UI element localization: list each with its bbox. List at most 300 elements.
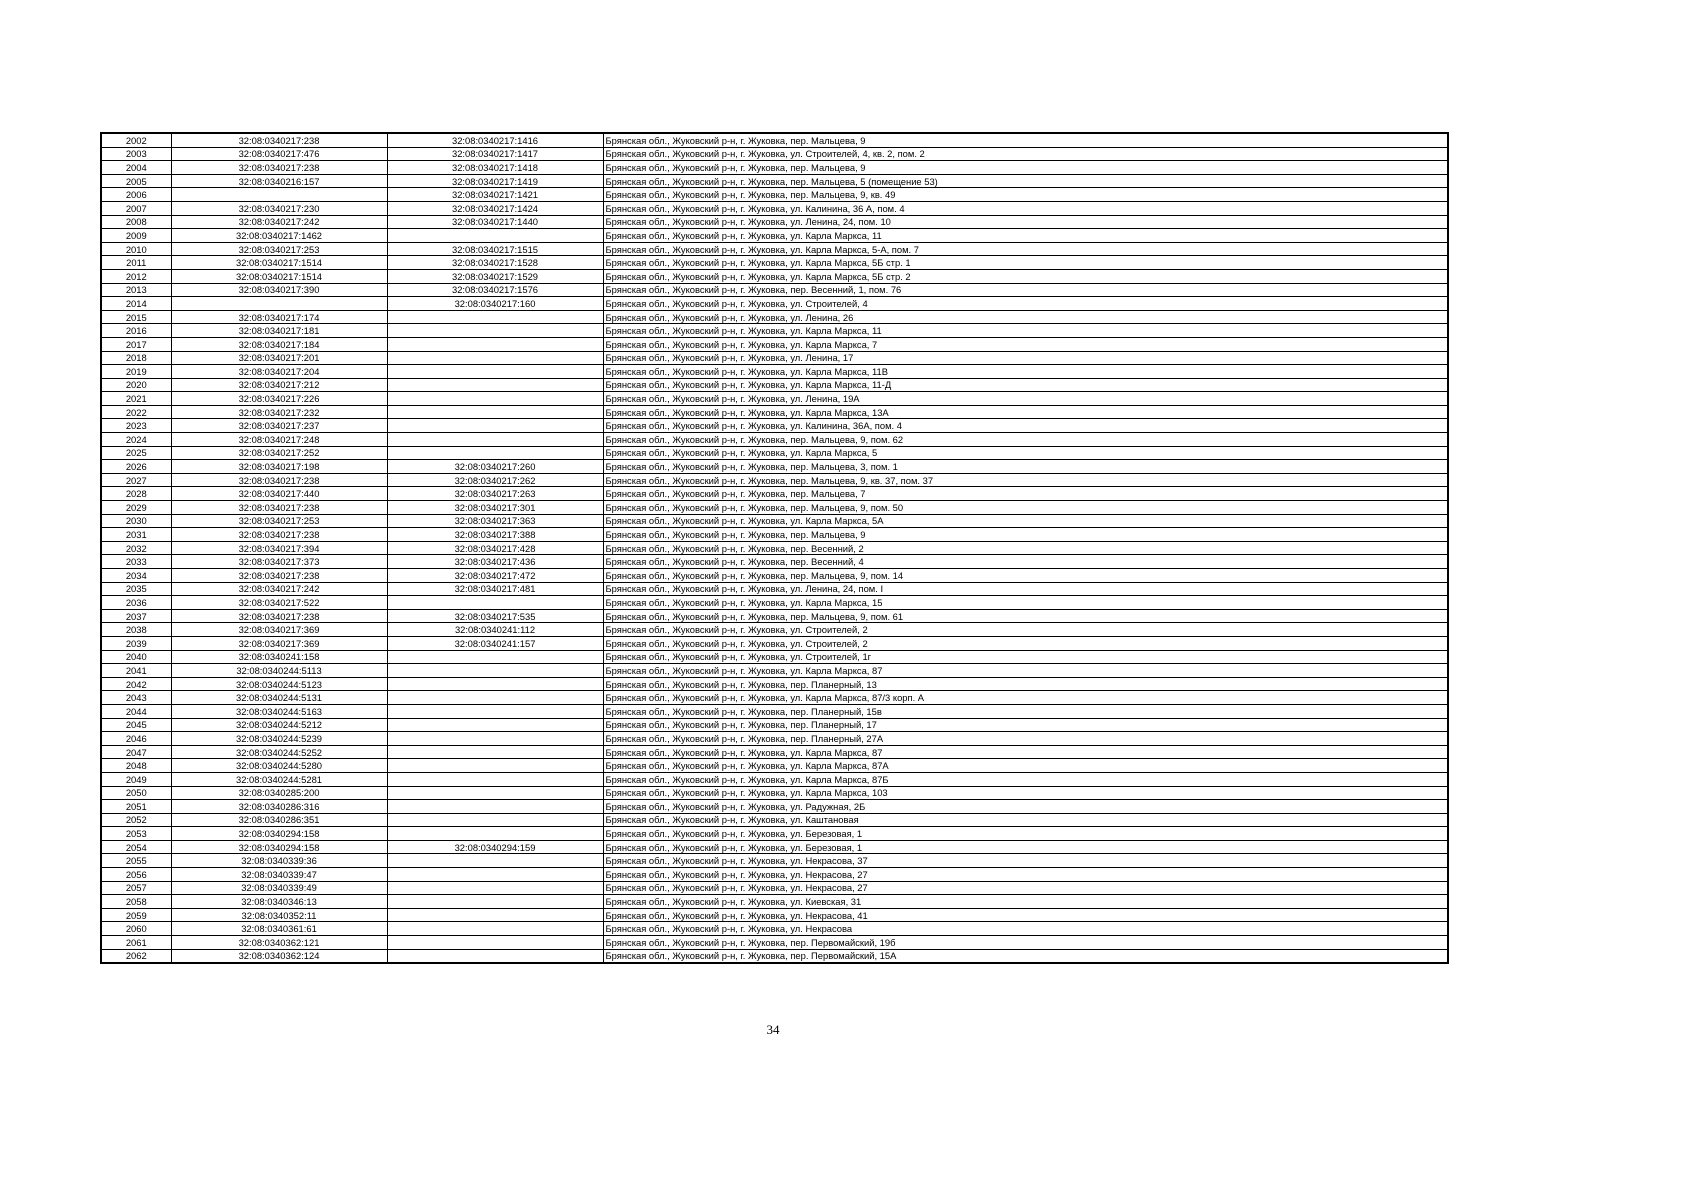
address-cell: Брянская обл., Жуковский р-н, г. Жуковка, ул. Карла Маркса, 7	[603, 337, 1448, 351]
address-cell: Брянская обл., Жуковский р-н, г. Жуковка, ул. Строителей, 2	[603, 636, 1448, 650]
cadastral-number-cell: 32:08:0340217:181	[171, 324, 387, 338]
row-number-cell: 2026	[101, 460, 171, 474]
object-cadastral-number-cell: 32:08:0340241:112	[387, 623, 603, 637]
cadastral-number-cell: 32:08:0340241:158	[171, 650, 387, 664]
row-number-cell: 2010	[101, 242, 171, 256]
address-cell: Брянская обл., Жуковский р-н, г. Жуковка, ул. Ленина, 24, пом. 10	[603, 215, 1448, 229]
table-row	[101, 840, 1448, 854]
address-cell: Брянская обл., Жуковский р-н, г. Жуковка, ул. Ленина, 26	[603, 310, 1448, 324]
object-cadastral-number-cell	[387, 772, 603, 786]
object-cadastral-number-cell	[387, 813, 603, 827]
row-number-cell: 2048	[101, 759, 171, 773]
object-cadastral-number-cell: 32:08:0340217:481	[387, 582, 603, 596]
address-cell: Брянская обл., Жуковский р-н, г. Жуковка, ул. Строителей, 4	[603, 297, 1448, 311]
address-cell: Брянская обл., Жуковский р-н, г. Жуковка, ул. Строителей, 1г	[603, 650, 1448, 664]
object-cadastral-number-cell: 32:08:0340217:260	[387, 460, 603, 474]
cadastral-number-cell: 32:08:0340244:5281	[171, 772, 387, 786]
address-cell: Брянская обл., Жуковский р-н, г. Жуковка, пер. Мальцева, 9, пом. 14	[603, 569, 1448, 583]
object-cadastral-number-cell: 32:08:0340217:363	[387, 514, 603, 528]
object-cadastral-number-cell	[387, 365, 603, 379]
page-number: 34	[766, 1022, 780, 1037]
row-number-cell: 2051	[101, 800, 171, 814]
table-row	[101, 704, 1448, 718]
cadastral-number-cell: 32:08:0340217:1462	[171, 229, 387, 243]
row-number-cell: 2056	[101, 868, 171, 882]
cadastral-number-cell: 32:08:0340217:522	[171, 596, 387, 610]
registry-table	[100, 132, 1449, 964]
cadastral-number-cell: 32:08:0340362:124	[171, 949, 387, 963]
object-cadastral-number-cell	[387, 324, 603, 338]
cadastral-number-cell: 32:08:0340217:238	[171, 528, 387, 542]
table-row	[101, 501, 1448, 515]
row-number-cell: 2047	[101, 745, 171, 759]
row-number-cell: 2042	[101, 677, 171, 691]
object-cadastral-number-cell	[387, 650, 603, 664]
object-cadastral-number-cell: 32:08:0340217:1421	[387, 188, 603, 202]
cadastral-number-cell: 32:08:0340294:158	[171, 827, 387, 841]
address-cell: Брянская обл., Жуковский р-н, г. Жуковка, ул. Карла Маркса, 11	[603, 324, 1448, 338]
cadastral-number-cell: 32:08:0340217:238	[171, 501, 387, 515]
address-cell: Брянская обл., Жуковский р-н, г. Жуковка, пер. Мальцева, 9, кв. 49	[603, 188, 1448, 202]
row-number-cell: 2019	[101, 365, 171, 379]
address-cell: Брянская обл., Жуковский р-н, г. Жуковка, ул. Карла Маркса, 87/3 корп. А	[603, 691, 1448, 705]
address-cell: Брянская обл., Жуковский р-н, г. Жуковка, пер. Весенний, 1, пом. 76	[603, 283, 1448, 297]
table-row	[101, 256, 1448, 270]
cadastral-number-cell: 32:08:0340217:201	[171, 351, 387, 365]
cadastral-number-cell: 32:08:0340285:200	[171, 786, 387, 800]
object-cadastral-number-cell: 32:08:0340217:1424	[387, 201, 603, 215]
address-cell: Брянская обл., Жуковский р-н, г. Жуковка, ул. Некрасова	[603, 922, 1448, 936]
row-number-cell: 2039	[101, 636, 171, 650]
cadastral-number-cell: 32:08:0340244:5113	[171, 664, 387, 678]
cadastral-number-cell: 32:08:0340217:237	[171, 419, 387, 433]
object-cadastral-number-cell: 32:08:0340217:263	[387, 487, 603, 501]
object-cadastral-number-cell	[387, 691, 603, 705]
row-number-cell: 2033	[101, 555, 171, 569]
table-row	[101, 541, 1448, 555]
cadastral-number-cell: 32:08:0340361:61	[171, 922, 387, 936]
cadastral-number-cell: 32:08:0340217:369	[171, 623, 387, 637]
address-cell: Брянская обл., Жуковский р-н, г. Жуковка, ул. Карла Маркса, 87	[603, 745, 1448, 759]
object-cadastral-number-cell	[387, 868, 603, 882]
row-number-cell: 2003	[101, 147, 171, 161]
row-number-cell: 2037	[101, 609, 171, 623]
table-row	[101, 881, 1448, 895]
table-row	[101, 691, 1448, 705]
address-cell: Брянская обл., Жуковский р-н, г. Жуковка, пер. Мальцева, 9, пом. 62	[603, 433, 1448, 447]
row-number-cell: 2053	[101, 827, 171, 841]
row-number-cell: 2018	[101, 351, 171, 365]
object-cadastral-number-cell: 32:08:0340217:1528	[387, 256, 603, 270]
cadastral-number-cell: 32:08:0340244:5239	[171, 732, 387, 746]
row-number-cell: 2041	[101, 664, 171, 678]
cadastral-number-cell: 32:08:0340339:49	[171, 881, 387, 895]
row-number-cell: 2024	[101, 433, 171, 447]
address-cell: Брянская обл., Жуковский р-н, г. Жуковка, ул. Калинина, 36 А, пом. 4	[603, 201, 1448, 215]
address-cell: Брянская обл., Жуковский р-н, г. Жуковка, ул. Карла Маркса, 87А	[603, 759, 1448, 773]
cadastral-number-cell: 32:08:0340217:242	[171, 215, 387, 229]
object-cadastral-number-cell	[387, 745, 603, 759]
object-cadastral-number-cell	[387, 229, 603, 243]
cadastral-number-cell: 32:08:0340244:5123	[171, 677, 387, 691]
object-cadastral-number-cell	[387, 677, 603, 691]
row-number-cell: 2062	[101, 949, 171, 963]
row-number-cell: 2040	[101, 650, 171, 664]
table-row	[101, 514, 1448, 528]
object-cadastral-number-cell: 32:08:0340217:436	[387, 555, 603, 569]
table-row	[101, 800, 1448, 814]
row-number-cell: 2016	[101, 324, 171, 338]
cadastral-number-cell: 32:08:0340217:253	[171, 242, 387, 256]
address-cell: Брянская обл., Жуковский р-н, г. Жуковка, ул. Некрасова, 27	[603, 881, 1448, 895]
object-cadastral-number-cell: 32:08:0340217:1576	[387, 283, 603, 297]
table-row	[101, 582, 1448, 596]
table-row	[101, 269, 1448, 283]
address-cell: Брянская обл., Жуковский р-н, г. Жуковка, ул. Карла Маркса, 5Б стр. 2	[603, 269, 1448, 283]
table-row	[101, 147, 1448, 161]
cadastral-number-cell: 32:08:0340244:5252	[171, 745, 387, 759]
address-cell: Брянская обл., Жуковский р-н, г. Жуковка, ул. Березовая, 1	[603, 827, 1448, 841]
cadastral-number-cell: 32:08:0340217:238	[171, 473, 387, 487]
table-row	[101, 868, 1448, 882]
row-number-cell: 2011	[101, 256, 171, 270]
object-cadastral-number-cell	[387, 908, 603, 922]
cadastral-number-cell: 32:08:0340217:174	[171, 310, 387, 324]
table-row	[101, 745, 1448, 759]
table-row	[101, 283, 1448, 297]
address-cell: Брянская обл., Жуковский р-н, г. Жуковка, ул. Некрасова, 27	[603, 868, 1448, 882]
table-row	[101, 827, 1448, 841]
row-number-cell: 2032	[101, 541, 171, 555]
row-number-cell: 2043	[101, 691, 171, 705]
cadastral-number-cell: 32:08:0340217:1514	[171, 269, 387, 283]
cadastral-number-cell: 32:08:0340217:184	[171, 337, 387, 351]
address-cell: Брянская обл., Жуковский р-н, г. Жуковка, ул. Карла Маркса, 5Б стр. 1	[603, 256, 1448, 270]
table-row	[101, 201, 1448, 215]
table-row	[101, 242, 1448, 256]
table-row	[101, 664, 1448, 678]
address-cell: Брянская обл., Жуковский р-н, г. Жуковка, пер. Мальцева, 9	[603, 528, 1448, 542]
cadastral-number-cell: 32:08:0340294:158	[171, 840, 387, 854]
object-cadastral-number-cell	[387, 596, 603, 610]
object-cadastral-number-cell	[387, 895, 603, 909]
table-row	[101, 487, 1448, 501]
cadastral-number-cell: 32:08:0340217:390	[171, 283, 387, 297]
cadastral-number-cell: 32:08:0340217:248	[171, 433, 387, 447]
row-number-cell: 2029	[101, 501, 171, 515]
address-cell: Брянская обл., Жуковский р-н, г. Жуковка, пер. Мальцева, 3, пом. 1	[603, 460, 1448, 474]
object-cadastral-number-cell: 32:08:0340241:157	[387, 636, 603, 650]
table-row	[101, 378, 1448, 392]
row-number-cell: 2025	[101, 446, 171, 460]
address-cell: Брянская обл., Жуковский р-н, г. Жуковка, пер. Планерный, 13	[603, 677, 1448, 691]
address-cell: Брянская обл., Жуковский р-н, г. Жуковка, пер. Мальцева, 9, пом. 50	[603, 501, 1448, 515]
address-cell: Брянская обл., Жуковский р-н, г. Жуковка, пер. Первомайский, 15А	[603, 949, 1448, 963]
cadastral-number-cell: 32:08:0340217:238	[171, 609, 387, 623]
table-row	[101, 133, 1448, 147]
row-number-cell: 2030	[101, 514, 171, 528]
row-number-cell: 2013	[101, 283, 171, 297]
object-cadastral-number-cell: 32:08:0340217:428	[387, 541, 603, 555]
object-cadastral-number-cell	[387, 378, 603, 392]
cadastral-number-cell: 32:08:0340352:11	[171, 908, 387, 922]
address-cell: Брянская обл., Жуковский р-н, г. Жуковка, ул. Строителей, 2	[603, 623, 1448, 637]
address-cell: Брянская обл., Жуковский р-н, г. Жуковка, пер. Мальцева, 9	[603, 161, 1448, 175]
cadastral-number-cell: 32:08:0340217:238	[171, 161, 387, 175]
object-cadastral-number-cell: 32:08:0340217:1529	[387, 269, 603, 283]
cadastral-number-cell: 32:08:0340217:394	[171, 541, 387, 555]
row-number-cell: 2022	[101, 405, 171, 419]
address-cell: Брянская обл., Жуковский р-н, г. Жуковка, пер. Мальцева, 5 (помещение 53)	[603, 174, 1448, 188]
table-row	[101, 215, 1448, 229]
address-cell: Брянская обл., Жуковский р-н, г. Жуковка, ул. Карла Маркса, 5	[603, 446, 1448, 460]
table-row	[101, 297, 1448, 311]
row-number-cell: 2044	[101, 704, 171, 718]
address-cell: Брянская обл., Жуковский р-н, г. Жуковка, ул. Некрасова, 41	[603, 908, 1448, 922]
address-cell: Брянская обл., Жуковский р-н, г. Жуковка, ул. Каштановая	[603, 813, 1448, 827]
row-number-cell: 2055	[101, 854, 171, 868]
address-cell: Брянская обл., Жуковский р-н, г. Жуковка, ул. Карла Маркса, 5А	[603, 514, 1448, 528]
row-number-cell: 2061	[101, 936, 171, 950]
cadastral-number-cell: 32:08:0340346:13	[171, 895, 387, 909]
address-cell: Брянская обл., Жуковский р-н, г. Жуковка, ул. Березовая, 1	[603, 840, 1448, 854]
address-cell: Брянская обл., Жуковский р-н, г. Жуковка, ул. Карла Маркса, 87Б	[603, 772, 1448, 786]
table-row	[101, 337, 1448, 351]
row-number-cell: 2054	[101, 840, 171, 854]
address-cell: Брянская обл., Жуковский р-н, г. Жуковка, пер. Планерный, 17	[603, 718, 1448, 732]
row-number-cell: 2036	[101, 596, 171, 610]
object-cadastral-number-cell	[387, 881, 603, 895]
table-row	[101, 188, 1448, 202]
cadastral-number-cell: 32:08:0340217:373	[171, 555, 387, 569]
table-row	[101, 555, 1448, 569]
cadastral-number-cell: 32:08:0340339:47	[171, 868, 387, 882]
table-row	[101, 405, 1448, 419]
address-cell: Брянская обл., Жуковский р-н, г. Жуковка, пер. Весенний, 4	[603, 555, 1448, 569]
table-row	[101, 677, 1448, 691]
row-number-cell: 2012	[101, 269, 171, 283]
address-cell: Брянская обл., Жуковский р-н, г. Жуковка, ул. Карла Маркса, 11В	[603, 365, 1448, 379]
table-row	[101, 813, 1448, 827]
cadastral-number-cell: 32:08:0340286:351	[171, 813, 387, 827]
table-row	[101, 609, 1448, 623]
cadastral-number-cell: 32:08:0340217:369	[171, 636, 387, 650]
address-cell: Брянская обл., Жуковский р-н, г. Жуковка, ул. Карла Маркса, 103	[603, 786, 1448, 800]
table-row	[101, 351, 1448, 365]
table-row	[101, 596, 1448, 610]
row-number-cell: 2035	[101, 582, 171, 596]
table-row	[101, 636, 1448, 650]
cadastral-number-cell: 32:08:0340244:5131	[171, 691, 387, 705]
row-number-cell: 2058	[101, 895, 171, 909]
table-row	[101, 460, 1448, 474]
row-number-cell: 2017	[101, 337, 171, 351]
cadastral-number-cell: 32:08:0340217:253	[171, 514, 387, 528]
cadastral-number-cell: 32:08:0340217:198	[171, 460, 387, 474]
row-number-cell: 2015	[101, 310, 171, 324]
object-cadastral-number-cell: 32:08:0340217:1515	[387, 242, 603, 256]
address-cell: Брянская обл., Жуковский р-н, г. Жуковка, ул. Карла Маркса, 15	[603, 596, 1448, 610]
row-number-cell: 2059	[101, 908, 171, 922]
address-cell: Брянская обл., Жуковский р-н, г. Жуковка, пер. Мальцева, 9, пом. 61	[603, 609, 1448, 623]
object-cadastral-number-cell	[387, 419, 603, 433]
row-number-cell: 2020	[101, 378, 171, 392]
registry-table-body	[101, 133, 1448, 963]
address-cell: Брянская обл., Жуковский р-н, г. Жуковка, ул. Карла Маркса, 11-Д	[603, 378, 1448, 392]
cadastral-number-cell: 32:08:0340217:204	[171, 365, 387, 379]
table-row	[101, 623, 1448, 637]
table-row	[101, 310, 1448, 324]
row-number-cell: 2027	[101, 473, 171, 487]
row-number-cell: 2023	[101, 419, 171, 433]
object-cadastral-number-cell: 32:08:0340217:262	[387, 473, 603, 487]
cadastral-number-cell: 32:08:0340217:230	[171, 201, 387, 215]
table-row	[101, 895, 1448, 909]
table-row	[101, 473, 1448, 487]
cadastral-number-cell: 32:08:0340217:252	[171, 446, 387, 460]
object-cadastral-number-cell: 32:08:0340217:388	[387, 528, 603, 542]
object-cadastral-number-cell: 32:08:0340217:160	[387, 297, 603, 311]
row-number-cell: 2034	[101, 569, 171, 583]
table-row	[101, 528, 1448, 542]
row-number-cell: 2028	[101, 487, 171, 501]
cadastral-number-cell: 32:08:0340362:121	[171, 936, 387, 950]
object-cadastral-number-cell	[387, 392, 603, 406]
table-row	[101, 936, 1448, 950]
address-cell: Брянская обл., Жуковский р-н, г. Жуковка, пер. Мальцева, 7	[603, 487, 1448, 501]
object-cadastral-number-cell	[387, 446, 603, 460]
object-cadastral-number-cell	[387, 704, 603, 718]
table-row	[101, 392, 1448, 406]
table-row	[101, 433, 1448, 447]
row-number-cell: 2031	[101, 528, 171, 542]
address-cell: Брянская обл., Жуковский р-н, г. Жуковка, пер. Весенний, 2	[603, 541, 1448, 555]
row-number-cell: 2038	[101, 623, 171, 637]
table-row	[101, 759, 1448, 773]
cadastral-number-cell: 32:08:0340339:36	[171, 854, 387, 868]
object-cadastral-number-cell: 32:08:0340217:472	[387, 569, 603, 583]
row-number-cell: 2050	[101, 786, 171, 800]
object-cadastral-number-cell	[387, 337, 603, 351]
address-cell: Брянская обл., Жуковский р-н, г. Жуковка, ул. Ленина, 24, пом. I	[603, 582, 1448, 596]
cadastral-number-cell: 32:08:0340217:476	[171, 147, 387, 161]
cadastral-number-cell: 32:08:0340216:157	[171, 174, 387, 188]
address-cell: Брянская обл., Жуковский р-н, г. Жуковка, пер. Планерный, 27А	[603, 732, 1448, 746]
object-cadastral-number-cell	[387, 664, 603, 678]
cadastral-number-cell: 32:08:0340244:5163	[171, 704, 387, 718]
table-row	[101, 854, 1448, 868]
cadastral-number-cell: 32:08:0340217:212	[171, 378, 387, 392]
cadastral-number-cell: 32:08:0340217:440	[171, 487, 387, 501]
object-cadastral-number-cell	[387, 922, 603, 936]
address-cell: Брянская обл., Жуковский р-н, г. Жуковка, ул. Киевская, 31	[603, 895, 1448, 909]
object-cadastral-number-cell	[387, 405, 603, 419]
cadastral-number-cell	[171, 188, 387, 202]
object-cadastral-number-cell: 32:08:0340217:1419	[387, 174, 603, 188]
row-number-cell: 2014	[101, 297, 171, 311]
cadastral-number-cell: 32:08:0340217:238	[171, 133, 387, 147]
address-cell: Брянская обл., Жуковский р-н, г. Жуковка, ул. Карла Маркса, 13А	[603, 405, 1448, 419]
row-number-cell: 2007	[101, 201, 171, 215]
table-row	[101, 324, 1448, 338]
address-cell: Брянская обл., Жуковский р-н, г. Жуковка, пер. Мальцева, 9	[603, 133, 1448, 147]
address-cell: Брянская обл., Жуковский р-н, г. Жуковка, ул. Карла Маркса, 11	[603, 229, 1448, 243]
object-cadastral-number-cell: 32:08:0340217:535	[387, 609, 603, 623]
object-cadastral-number-cell	[387, 854, 603, 868]
address-cell: Брянская обл., Жуковский р-н, г. Жуковка, пер. Планерный, 15в	[603, 704, 1448, 718]
object-cadastral-number-cell	[387, 827, 603, 841]
address-cell: Брянская обл., Жуковский р-н, г. Жуковка, ул. Строителей, 4, кв. 2, пом. 2	[603, 147, 1448, 161]
object-cadastral-number-cell: 32:08:0340217:301	[387, 501, 603, 515]
row-number-cell: 2052	[101, 813, 171, 827]
row-number-cell: 2008	[101, 215, 171, 229]
row-number-cell: 2057	[101, 881, 171, 895]
cadastral-number-cell: 32:08:0340286:316	[171, 800, 387, 814]
table-row	[101, 949, 1448, 963]
table-row	[101, 718, 1448, 732]
row-number-cell: 2046	[101, 732, 171, 746]
table-row	[101, 446, 1448, 460]
object-cadastral-number-cell: 32:08:0340217:1417	[387, 147, 603, 161]
object-cadastral-number-cell	[387, 433, 603, 447]
row-number-cell: 2006	[101, 188, 171, 202]
object-cadastral-number-cell	[387, 936, 603, 950]
address-cell: Брянская обл., Жуковский р-н, г. Жуковка, ул. Некрасова, 37	[603, 854, 1448, 868]
cadastral-number-cell: 32:08:0340244:5280	[171, 759, 387, 773]
table-row	[101, 419, 1448, 433]
object-cadastral-number-cell: 32:08:0340294:159	[387, 840, 603, 854]
object-cadastral-number-cell	[387, 759, 603, 773]
table-row	[101, 229, 1448, 243]
object-cadastral-number-cell: 32:08:0340217:1418	[387, 161, 603, 175]
row-number-cell: 2049	[101, 772, 171, 786]
row-number-cell: 2002	[101, 133, 171, 147]
address-cell: Брянская обл., Жуковский р-н, г. Жуковка, ул. Карла Маркса, 87	[603, 664, 1448, 678]
address-cell: Брянская обл., Жуковский р-н, г. Жуковка, ул. Ленина, 19А	[603, 392, 1448, 406]
address-cell: Брянская обл., Жуковский р-н, г. Жуковка, ул. Карла Маркса, 5-А, пом. 7	[603, 242, 1448, 256]
object-cadastral-number-cell	[387, 732, 603, 746]
table-row	[101, 922, 1448, 936]
table-row	[101, 569, 1448, 583]
address-cell: Брянская обл., Жуковский р-н, г. Жуковка, ул. Ленина, 17	[603, 351, 1448, 365]
row-number-cell: 2021	[101, 392, 171, 406]
object-cadastral-number-cell	[387, 800, 603, 814]
cadastral-number-cell: 32:08:0340217:238	[171, 569, 387, 583]
cadastral-number-cell	[171, 297, 387, 311]
table-row	[101, 161, 1448, 175]
object-cadastral-number-cell	[387, 718, 603, 732]
row-number-cell: 2045	[101, 718, 171, 732]
object-cadastral-number-cell	[387, 786, 603, 800]
object-cadastral-number-cell	[387, 310, 603, 324]
cadastral-number-cell: 32:08:0340217:242	[171, 582, 387, 596]
object-cadastral-number-cell: 32:08:0340217:1416	[387, 133, 603, 147]
row-number-cell: 2005	[101, 174, 171, 188]
cadastral-number-cell: 32:08:0340217:1514	[171, 256, 387, 270]
table-row	[101, 772, 1448, 786]
row-number-cell: 2009	[101, 229, 171, 243]
object-cadastral-number-cell	[387, 351, 603, 365]
cadastral-number-cell: 32:08:0340217:226	[171, 392, 387, 406]
table-row	[101, 732, 1448, 746]
object-cadastral-number-cell: 32:08:0340217:1440	[387, 215, 603, 229]
address-cell: Брянская обл., Жуковский р-н, г. Жуковка, ул. Калинина, 36А, пом. 4	[603, 419, 1448, 433]
address-cell: Брянская обл., Жуковский р-н, г. Жуковка, ул. Радужная, 2Б	[603, 800, 1448, 814]
table-row	[101, 908, 1448, 922]
row-number-cell: 2060	[101, 922, 171, 936]
row-number-cell: 2004	[101, 161, 171, 175]
cadastral-number-cell: 32:08:0340244:5212	[171, 718, 387, 732]
